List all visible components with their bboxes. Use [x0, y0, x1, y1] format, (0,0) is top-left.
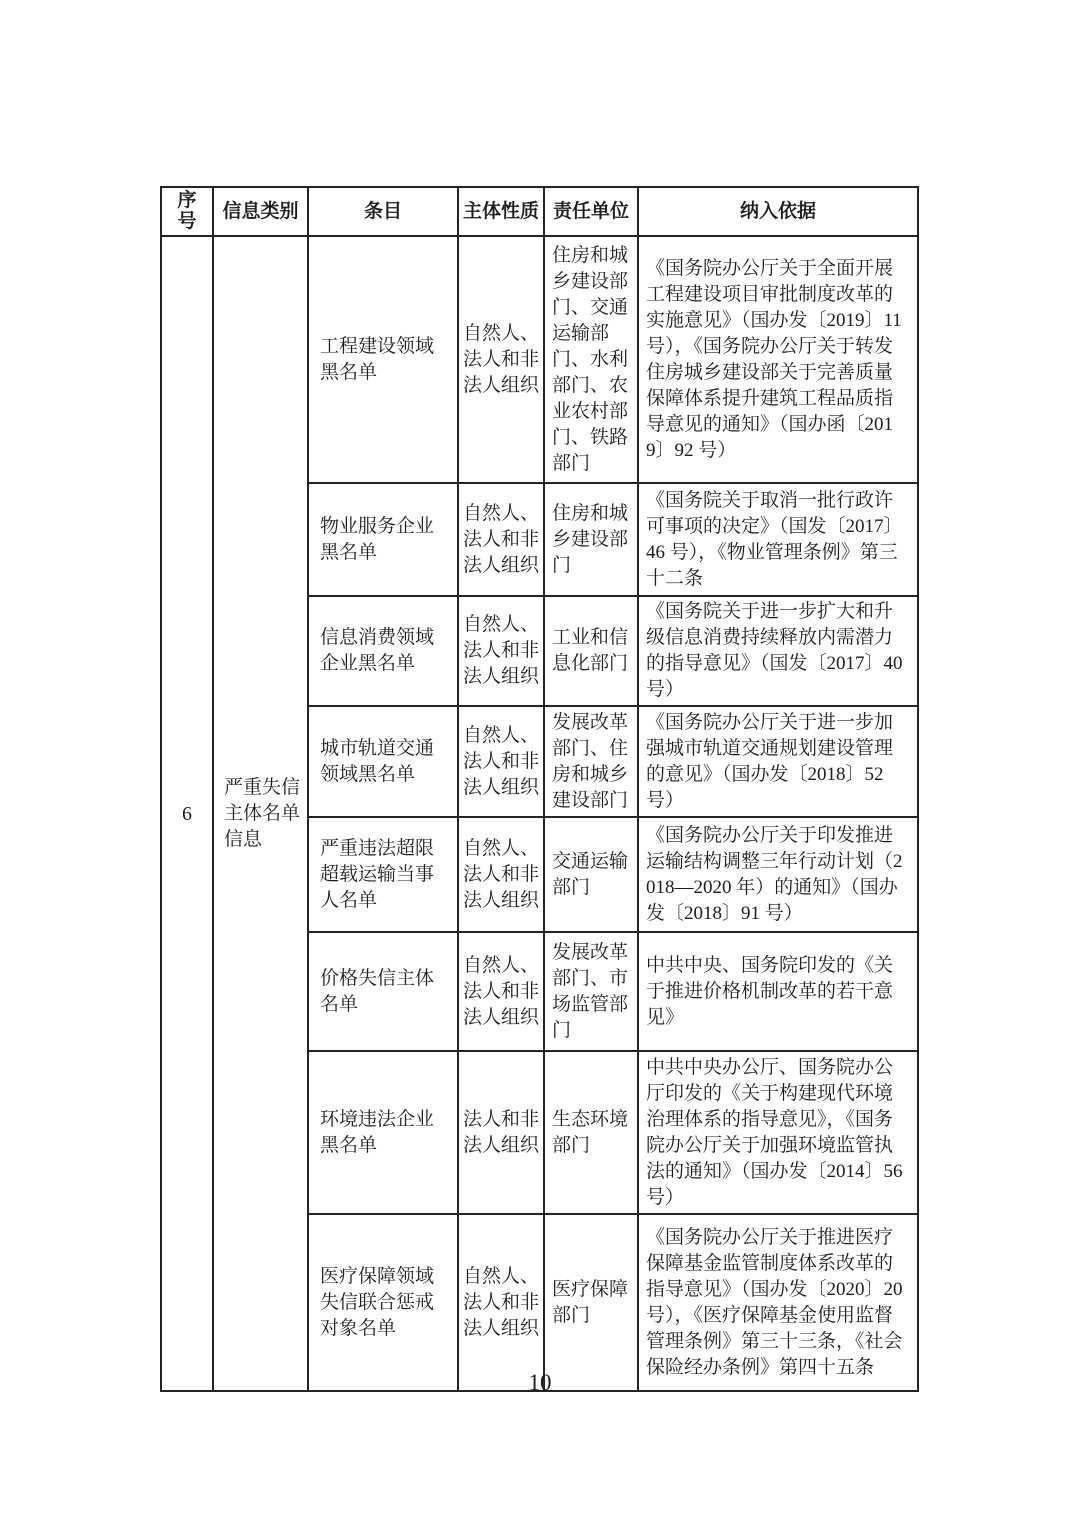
item-cell: 信息消费领域企业黑名单	[308, 596, 458, 706]
subject-cell: 自然人、法人和非法人组织	[458, 236, 544, 483]
subject-cell: 自然人、法人和非法人组织	[458, 1214, 544, 1391]
col-header-index-label: 序号	[177, 190, 197, 232]
basis-cell: 《国务院办公厅关于进一步加强城市轨道交通规划建设管理的意见》（国办发〔2018〕52 号）	[638, 706, 918, 817]
subject-cell: 自然人、法人和非法人组织	[458, 706, 544, 817]
credit-info-table	[160, 186, 919, 1392]
col-header-unit: 责任单位	[544, 187, 638, 236]
item-cell: 物业服务企业黑名单	[308, 483, 458, 596]
table-row	[161, 236, 918, 483]
basis-cell: 《国务院办公厅关于印发推进运输结构调整三年行动计划（2018—2020 年）的通知》（国办发〔2018〕91 号）	[638, 817, 918, 932]
unit-cell: 交通运输部门	[544, 817, 638, 932]
basis-cell: 《国务院办公厅关于全面开展工程建设项目审批制度改革的实施意见》（国办发〔2019〕11 号），《国务院办公厅关于转发住房城乡建设部关于完善质量保障体系提升建筑工程品质指导意见的通知》（国办函〔2019〕92 号）	[638, 236, 918, 483]
col-header-index	[161, 187, 213, 236]
item-cell: 价格失信主体名单	[308, 932, 458, 1051]
page-number: 10	[528, 1370, 552, 1395]
item-cell: 严重违法超限超载运输当事人名单	[308, 817, 458, 932]
subject-cell: 自然人、法人和非法人组织	[458, 483, 544, 596]
unit-cell: 住房和城乡建设部门	[544, 483, 638, 596]
item-cell: 环境违法企业黑名单	[308, 1051, 458, 1214]
basis-cell: 中共中央办公厅、国务院办公厅印发的《关于构建现代环境治理体系的指导意见》，《国务院办公厅关于加强环境监管执法的通知》（国办发〔2014〕56 号）	[638, 1051, 918, 1214]
basis-cell: 《国务院关于取消一批行政许可事项的决定》（国发〔2017〕46 号），《物业管理条例》第三十二条	[638, 483, 918, 596]
unit-cell: 工业和信息化部门	[544, 596, 638, 706]
unit-cell: 住房和城乡建设部门、交通运输部门、水利部门、农业农村部门、铁路部门	[544, 236, 638, 483]
col-header-basis: 纳入依据	[638, 187, 918, 236]
item-cell: 城市轨道交通领域黑名单	[308, 706, 458, 817]
table-header-row	[161, 187, 918, 236]
unit-cell: 发展改革部门、市场监管部门	[544, 932, 638, 1051]
col-header-subject: 主体性质	[458, 187, 544, 236]
basis-cell: 《国务院办公厅关于推进医疗保障基金监管制度体系改革的指导意见》（国办发〔2020〕20 号），《医疗保障基金使用监督管理条例》第三十三条，《社会保险经办条例》第四十五条	[638, 1214, 918, 1391]
subject-cell: 自然人、法人和非法人组织	[458, 596, 544, 706]
col-header-item: 条目	[308, 187, 458, 236]
unit-cell: 生态环境部门	[544, 1051, 638, 1214]
subject-cell: 法人和非法人组织	[458, 1051, 544, 1214]
unit-cell: 发展改革部门、住房和城乡建设部门	[544, 706, 638, 817]
basis-cell: 《国务院关于进一步扩大和升级信息消费持续释放内需潜力的指导意见》（国发〔2017〕40 号）	[638, 596, 918, 706]
group-index-cell: 6	[161, 236, 213, 1391]
unit-cell: 医疗保障部门	[544, 1214, 638, 1391]
group-category-cell: 严重失信主体名单信息	[213, 236, 308, 1391]
item-cell: 工程建设领域黑名单	[308, 236, 458, 483]
subject-cell: 自然人、法人和非法人组织	[458, 932, 544, 1051]
col-header-category: 信息类别	[213, 187, 308, 236]
item-cell: 医疗保障领域失信联合惩戒对象名单	[308, 1214, 458, 1391]
basis-cell: 中共中央、国务院印发的《关于推进价格机制改革的若干意见》	[638, 932, 918, 1051]
subject-cell: 自然人、法人和非法人组织	[458, 817, 544, 932]
